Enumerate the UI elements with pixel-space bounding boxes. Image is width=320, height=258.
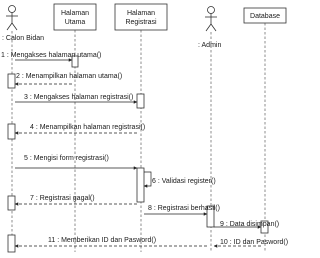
participant-label-line2: Registrasi	[125, 19, 157, 26]
activation-calon-bidan	[8, 235, 15, 252]
message-2	[15, 73, 122, 84]
participant-label-line1: Halaman	[60, 10, 90, 17]
message-4	[15, 124, 145, 133]
message-label: 3 : Mengakses halaman registrasi()	[24, 94, 134, 101]
participant-halaman-registrasi	[115, 4, 167, 30]
participant-halaman-utama	[54, 4, 96, 30]
actor-icon	[6, 6, 18, 31]
message-5	[15, 155, 137, 168]
actor-label-admin: : Admin	[198, 42, 222, 49]
message-label: 8 : Registrasi berhasil()	[148, 205, 220, 212]
message-label: 4 : Menampilkan halaman registrasi()	[30, 124, 146, 131]
message-label: 11 : Memberikan ID dan Pasword()	[48, 237, 157, 244]
messages	[1, 52, 288, 246]
message-label: 6 : Validasi register()	[152, 178, 216, 185]
actor-calon-bidan	[2, 6, 44, 43]
message-self-arrow	[144, 172, 151, 186]
actor-icon	[205, 7, 217, 32]
message-6	[144, 172, 216, 186]
message-9	[214, 221, 279, 228]
actor-admin	[198, 7, 221, 50]
message-10	[214, 239, 288, 246]
activation-halaman-registrasi	[137, 168, 144, 202]
message-3	[15, 94, 137, 102]
activation-halaman-registrasi	[137, 94, 144, 108]
participant-database	[244, 8, 286, 23]
message-label: 5 : Mengisi form registrasi()	[24, 155, 109, 162]
message-label: 1 : Mengakses halaman utama()	[1, 52, 102, 59]
message-11	[15, 237, 207, 246]
message-label: 10 : ID dan Pasword()	[220, 239, 289, 246]
actor-label-calon-bidan: : Calon Bidan	[2, 35, 45, 42]
message-7	[15, 195, 137, 204]
message-label: 7 : Registrasi gagal()	[30, 195, 95, 202]
participant-label: Database	[250, 13, 280, 20]
message-label: 9 : Data disimpan()	[220, 221, 280, 228]
activation-calon-bidan	[8, 124, 15, 139]
activation-calon-bidan	[8, 196, 15, 210]
participant-label-line1: Halaman	[126, 10, 156, 17]
message-label: 2 : Menampilkan halaman utama()	[16, 73, 123, 80]
message-1	[1, 52, 101, 60]
activation-calon-bidan	[8, 74, 15, 88]
participant-label-line2: Utama	[64, 19, 86, 26]
